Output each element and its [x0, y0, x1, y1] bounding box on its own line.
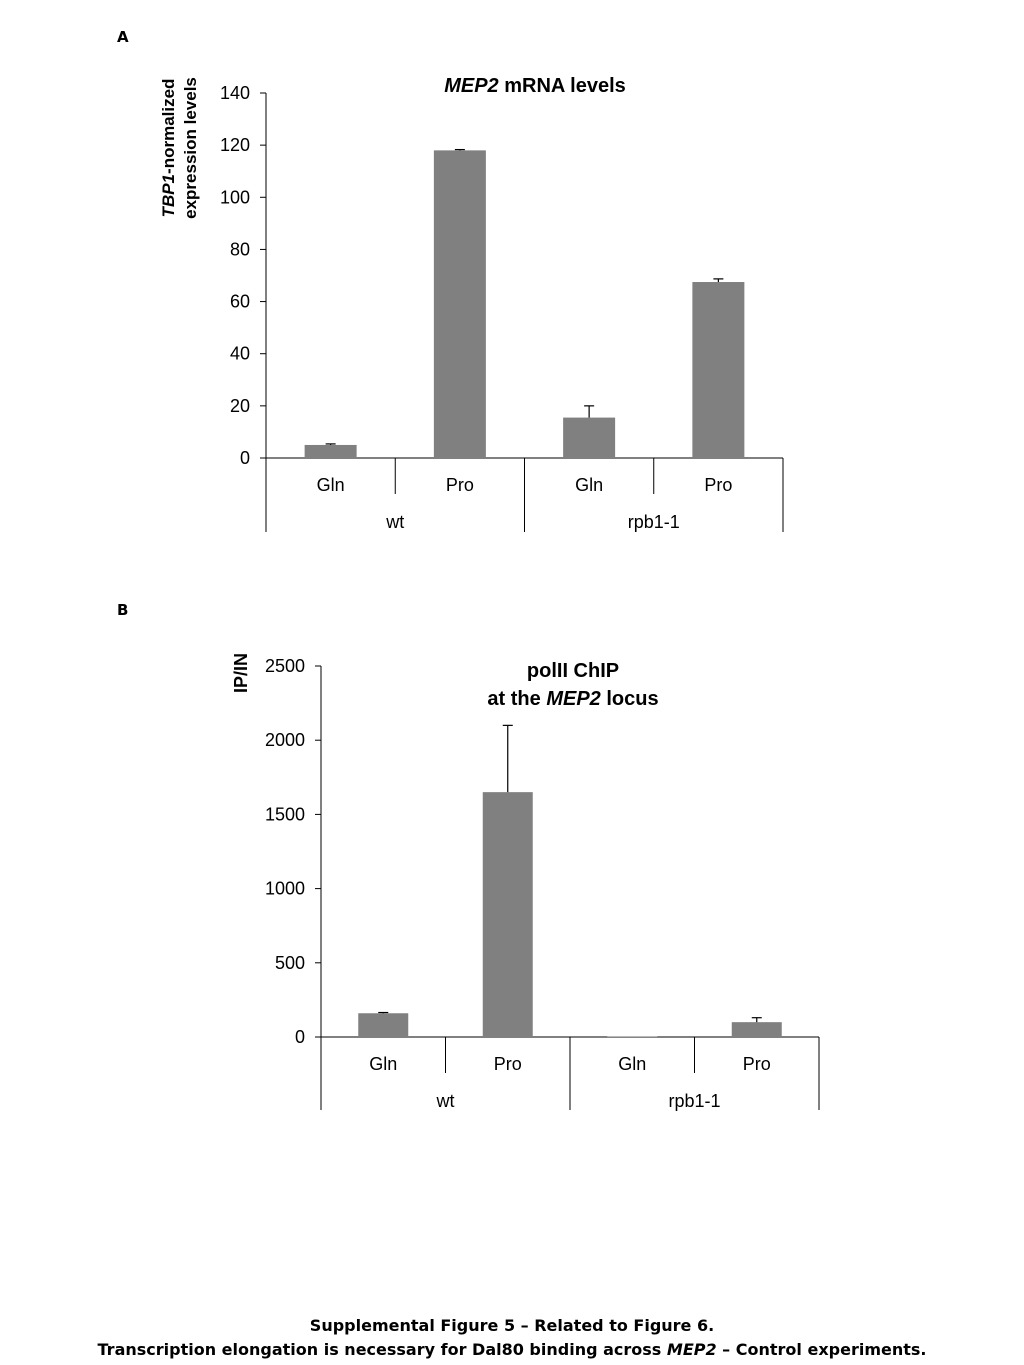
y-tick-label: 0 [294, 1027, 305, 1047]
chart-b-title-line1: polII ChIP [526, 660, 620, 682]
y-tick-label: 80 [229, 239, 250, 260]
panel-label-a: A [117, 28, 129, 46]
x-group-label: rpb1-1 [668, 1091, 721, 1111]
caption-description [0, 1338, 1024, 1362]
x-category-label: Gln [575, 475, 604, 495]
y-tick-label: 500 [274, 952, 305, 973]
x-category-label: Pro [704, 475, 733, 495]
x-category-label: Gln [618, 1054, 647, 1074]
caption-gene: MEP2 [666, 1340, 717, 1359]
x-category-label: Gln [316, 475, 345, 495]
x-category-label: Pro [742, 1054, 771, 1074]
chart-b-title-line2-part: locus [600, 688, 659, 710]
y-tick-label: 120 [219, 135, 250, 156]
bar-wt-gln [358, 1013, 408, 1037]
chart-a-ylabel-line1-part: TBP1 [159, 173, 178, 218]
x-group-label: rpb1-1 [627, 512, 680, 532]
y-tick-label: 1500 [264, 804, 305, 825]
chart-a-title-part: MEP2 [444, 75, 499, 97]
bar-rpb1-1-pro [732, 1022, 782, 1037]
chart-b-ylabel: IP/IN [231, 652, 251, 694]
chart-b-title-line2-part: MEP2 [546, 688, 601, 710]
x-category-label: Pro [493, 1054, 522, 1074]
y-tick-label: 40 [229, 343, 250, 364]
y-tick-label: 140 [219, 83, 250, 103]
x-category-label: Gln [369, 1054, 398, 1074]
y-tick-label: 0 [239, 448, 250, 468]
chart-b-title-line2-part: at the [487, 688, 547, 710]
y-tick-label: 2000 [264, 730, 305, 751]
chart-a-ylabel-line1-part: -normalized [159, 78, 178, 174]
chart-b-title-line2 [487, 688, 658, 710]
y-tick-label: 60 [229, 291, 250, 312]
y-tick-label: 20 [229, 395, 250, 416]
bar-rpb1-1-gln [607, 1037, 657, 1038]
bar-wt-pro [483, 792, 533, 1037]
caption-suffix: – Control experiments. [716, 1340, 927, 1359]
chart-a-ylabel-line2: expression levels [181, 77, 200, 219]
y-tick-label: 100 [219, 187, 250, 208]
caption-title: Supplemental Figure 5 – Related to Figure 6. [309, 1316, 715, 1335]
y-tick-label: 2500 [264, 656, 305, 676]
chart-a-title-part: mRNA levels [498, 75, 626, 97]
x-group-label: wt [436, 1091, 455, 1111]
y-tick-label: 1000 [264, 878, 305, 899]
panel-label-b: B [117, 601, 129, 619]
x-category-label: Pro [445, 475, 474, 495]
x-group-label: wt [386, 512, 405, 532]
caption-prefix: Transcription elongation is necessary for Dal80 binding across [97, 1340, 667, 1359]
